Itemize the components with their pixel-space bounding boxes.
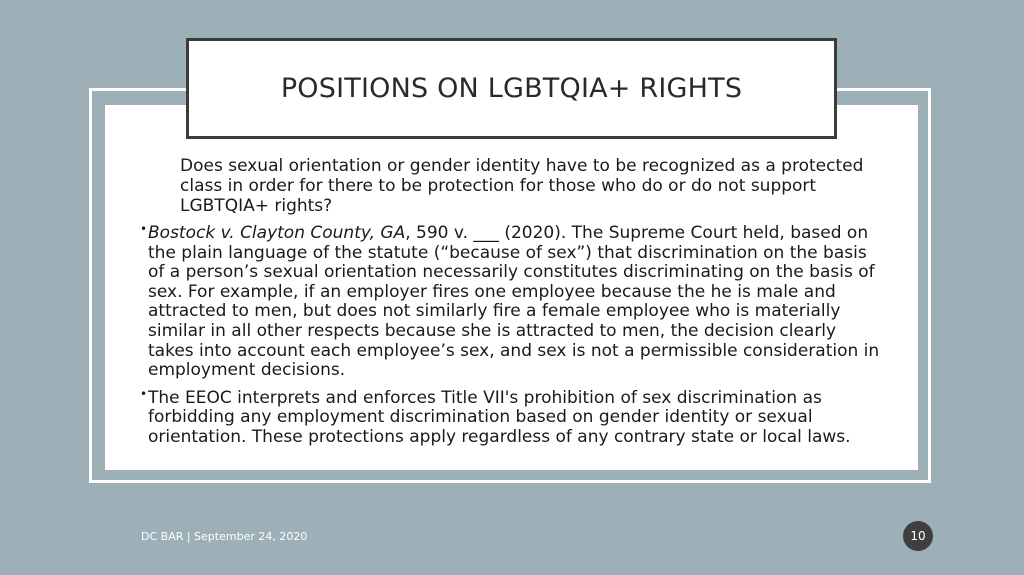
bullet-item-bostock (140, 224, 885, 381)
slide-title: POSITIONS ON LGBTQIA+ RIGHTS (280, 73, 743, 104)
bullet-text: The EEOC interprets and enforces Title VII's prohibition of sex discrimination as forbidding any employment discrimination based on gender identity or sexual orientation. These protections apply regardless of any contrary state or local laws. (148, 387, 851, 447)
intro-question: Does sexual orientation or gender identity have to be recognized as a protected class in order for there to be protection for those who do or do not support LGBTQIA+ rights? (180, 156, 864, 216)
bullet-item-eeoc (140, 386, 885, 448)
footer-text: DC BAR | September 24, 2020 (141, 530, 308, 543)
page-number-badge (903, 521, 933, 551)
case-name: Bostock v. Clayton County, GA (148, 223, 406, 243)
bullet-marker: • (140, 222, 148, 236)
bullet-marker: • (140, 386, 148, 401)
page-number: 10 (910, 529, 926, 543)
title-box (186, 38, 837, 139)
bullet-list (140, 224, 885, 456)
bullet-text: , 590 v. ___ (2020). The Supreme Court held, based on the plain language of the statute (“because of sex”) that discrimination on the basis of a person’s sexual orientation necessarily constitutes discriminating on the basis of sex. For example, if an employer fires one employee because the he is male and attracted to men, but does not similarly fire a female employee who is materially similar in all other respects because she is attracted to men, the decision clearly takes into account each employee’s sex, and sex is not a permissible consideration in employment decisions. (148, 223, 880, 381)
